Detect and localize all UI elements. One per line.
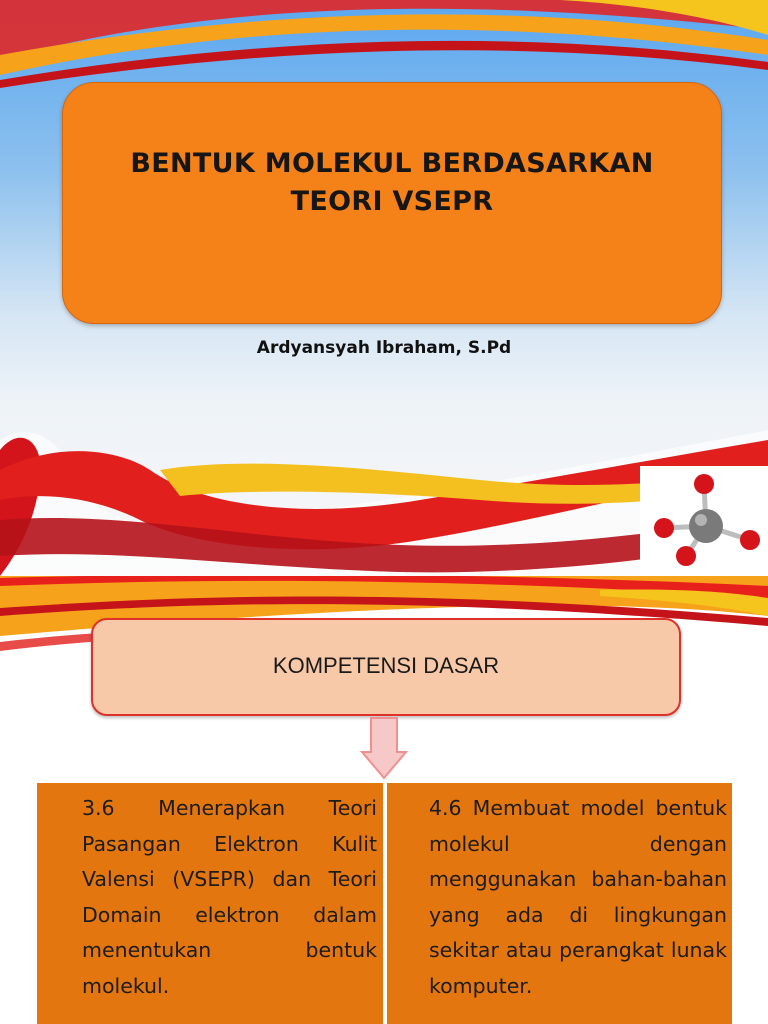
competence-column-right	[387, 783, 732, 1024]
competence-4-6-text: 4.6 Membuat model bentuk molekul dengan menggunakan bahan-bahan yang ada di lingkungan sekitar atau perangkat lunak komputer.	[429, 796, 727, 998]
slide-competence	[0, 576, 768, 1024]
slide-title-text	[63, 145, 721, 221]
title-box	[62, 82, 722, 324]
competence-header-box	[91, 618, 681, 716]
molecule-model-icon	[640, 466, 768, 576]
competence-header: KOMPETENSI DASAR	[272, 653, 500, 678]
title-line-1: BENTUK MOLEKUL BERDASARKAN	[130, 148, 654, 179]
competence-3-6-text: 3.6 Menerapkan Teori Pasangan Elektron Kulit Valensi (VSEPR) dan Teori Domain elektron dalam menentukan bentuk molekul.	[82, 796, 377, 998]
competence-column-left	[37, 783, 383, 1024]
title-line-2: TEORI VSEPR	[290, 186, 494, 217]
down-arrow-icon	[360, 716, 408, 780]
author-name: Ardyansyah Ibraham, S.Pd	[256, 338, 512, 358]
